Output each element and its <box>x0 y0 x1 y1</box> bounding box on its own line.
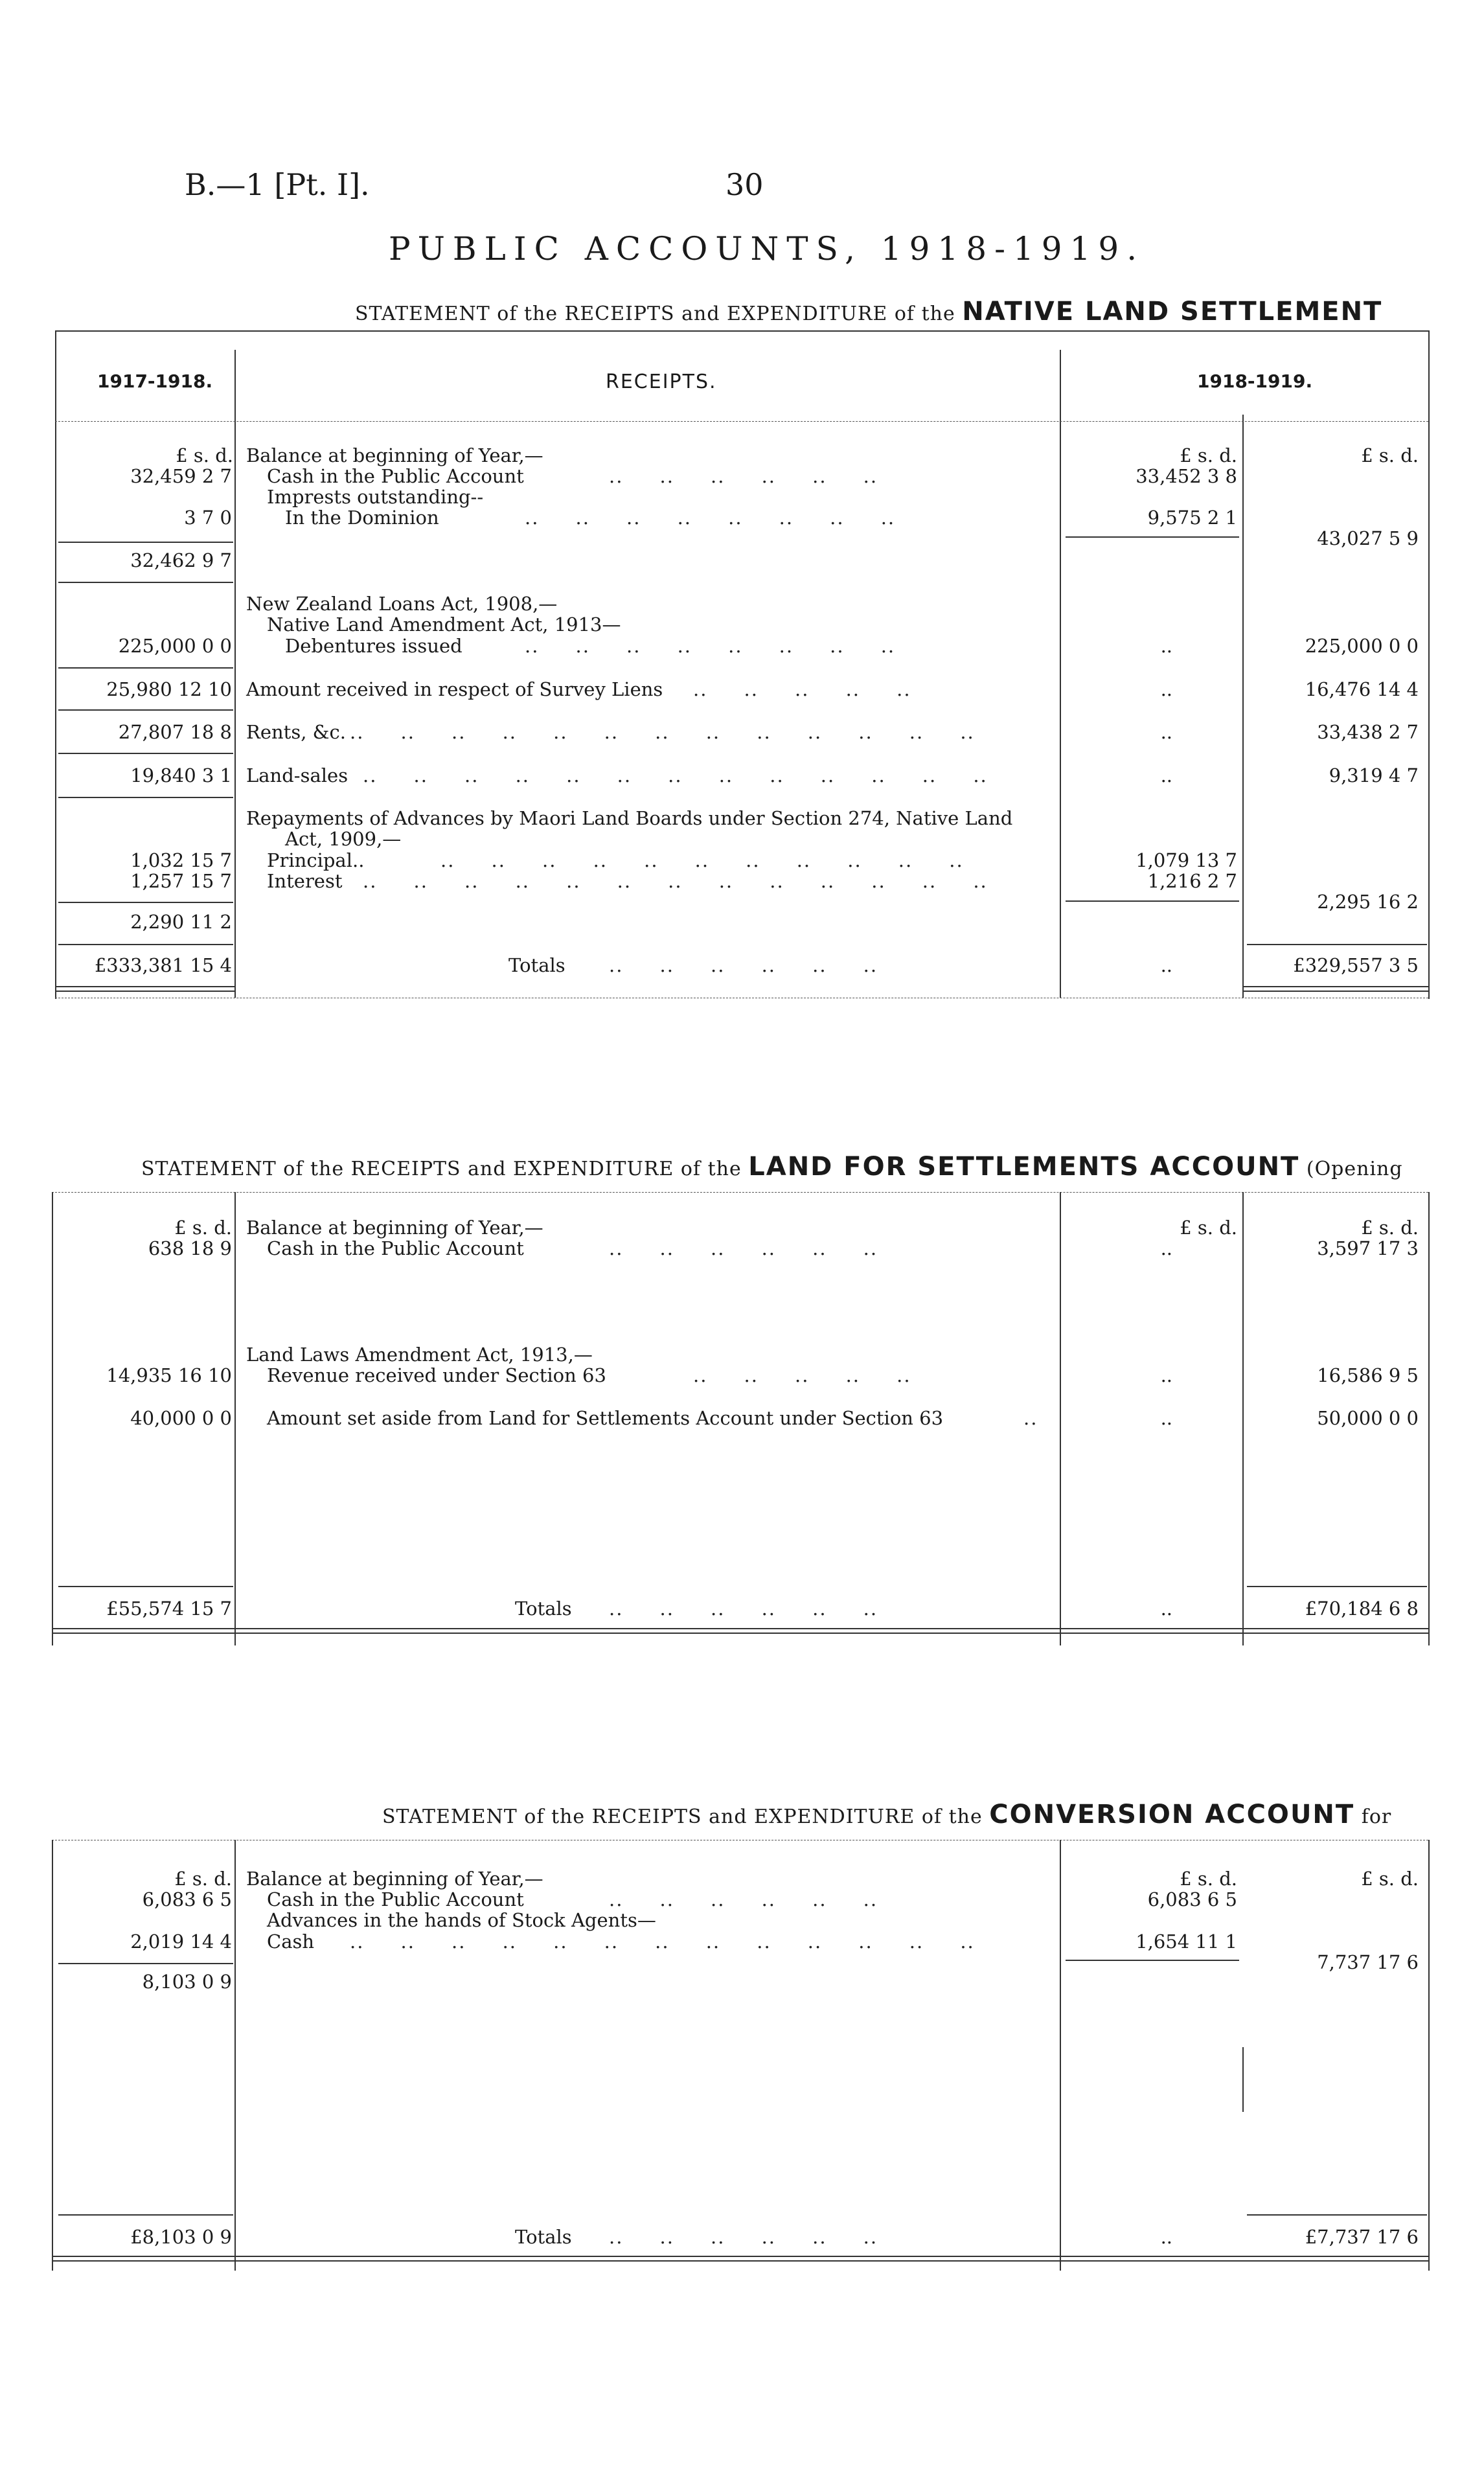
leader-dots: .. .. .. .. .. .. <box>609 1888 878 1910</box>
amount-sub: .. <box>1160 1407 1172 1429</box>
totals-label: Totals <box>515 2226 572 2248</box>
row-label: Cash in the Public Account <box>267 465 524 487</box>
amount-prior: 19,840 3 1 <box>130 764 232 786</box>
amount-sub: .. <box>1160 764 1172 786</box>
amount-prior: 6,083 6 5 <box>142 1888 232 1910</box>
totals-label: Totals <box>508 954 565 976</box>
header-rule <box>55 421 1428 422</box>
units-label: £ s. d. <box>1361 1868 1419 1890</box>
units-label: £ s. d. <box>174 1868 232 1890</box>
row-label: Interest <box>267 870 343 892</box>
amount-prior: 8,103 0 9 <box>142 1971 232 1993</box>
leader-dots: .. .. .. .. .. .. <box>609 954 878 976</box>
leader-dots: .. .. .. .. .. .. <box>609 2226 878 2248</box>
leader-dots: .. .. .. .. .. <box>693 678 911 700</box>
units-label: £ s. d. <box>1361 444 1419 466</box>
statement-prefix: STATEMENT of the RECEIPTS and EXPENDITURE of the <box>141 1158 742 1180</box>
amount-prior: 14,935 16 10 <box>106 1364 232 1386</box>
amount-prior: 32,462 9 7 <box>130 549 232 571</box>
amount-prior: 32,459 2 7 <box>130 465 232 487</box>
amount-prior: 2,290 11 2 <box>130 911 232 933</box>
table-border-right <box>1428 1840 1430 2271</box>
amount-current: 43,027 5 9 <box>1317 527 1419 549</box>
units-label: £ s. d. <box>1180 1868 1237 1890</box>
column-header-current-year: 1918-1919. <box>1197 371 1313 392</box>
units-label: £ s. d. <box>1180 1217 1237 1239</box>
row-rule <box>58 582 233 583</box>
leader-dots: .. .. .. .. .. .. <box>609 1237 878 1259</box>
amount-prior: 2,019 14 4 <box>130 1931 232 1953</box>
row-label: Repayments of Advances by Maori Land Boards under Section 274, Native Land <box>246 807 1013 829</box>
row-rule <box>58 667 233 669</box>
account-name: NATIVE LAND SETTLEMENT <box>962 297 1383 327</box>
amount-sub: .. <box>1160 1364 1172 1386</box>
total-sub: .. <box>1160 2226 1172 2248</box>
leader-dots: .. .. .. .. .. .. .. .. .. .. .. <box>440 849 964 871</box>
units-label: £ s. d. <box>1180 444 1237 466</box>
units-label: £ s. d. <box>176 444 233 466</box>
amount-current: 16,476 14 4 <box>1305 678 1419 700</box>
column-divider <box>1242 1192 1244 1645</box>
amount-current: 9,319 4 7 <box>1329 764 1419 786</box>
row-label: Land-sales <box>246 764 348 786</box>
row-rule <box>58 709 233 711</box>
row-label: Balance at beginning of Year,— <box>246 1217 543 1239</box>
amount-current: 16,586 9 5 <box>1317 1364 1419 1386</box>
amount-sub: 33,452 3 8 <box>1136 465 1237 487</box>
row-rule <box>58 1586 233 1587</box>
leader-dots: .. .. .. .. .. .. <box>609 465 878 487</box>
amount-current: 3,597 17 3 <box>1317 1237 1419 1259</box>
statement-suffix: (Opening <box>1306 1158 1403 1180</box>
total-double-rule <box>1242 986 1428 992</box>
column-header-receipts: RECEIPTS. <box>606 371 717 393</box>
total-double-rule <box>52 2256 1428 2262</box>
leader-dots: .. .. .. .. .. .. .. .. .. .. .. .. .. <box>350 721 975 743</box>
row-label: Imprests outstanding-- <box>267 486 484 508</box>
statement-title-2 <box>141 1152 1403 1182</box>
row-label: New Zealand Loans Act, 1908,— <box>246 593 558 615</box>
amount-current: 7,737 17 6 <box>1317 1951 1419 1973</box>
totals-label: Totals <box>515 1598 572 1620</box>
row-label: Advances in the hands of Stock Agents— <box>267 1909 656 1931</box>
column-divider <box>1060 1840 1061 2271</box>
leader-dots: .. .. .. .. .. .. <box>609 1598 878 1620</box>
document-reference: B.—1 [Pt. I]. <box>185 167 370 202</box>
row-rule <box>58 944 233 945</box>
table-top-rule <box>52 1192 1428 1193</box>
total-current: £329,557 3 5 <box>1293 954 1419 976</box>
subtotal-rule <box>58 1963 233 1964</box>
column-divider <box>1242 2047 1244 2112</box>
column-divider <box>1060 1192 1061 1645</box>
leader-dots: .. .. .. .. .. .. .. .. .. .. .. .. .. <box>363 764 988 786</box>
subtotal-rule <box>58 542 233 543</box>
units-label: £ s. d. <box>174 1217 232 1239</box>
subtotal-rule <box>1066 1960 1239 1961</box>
row-label: Rents, &c. <box>246 721 346 743</box>
amount-sub: .. <box>1160 678 1172 700</box>
row-label: Principal.. <box>267 849 365 871</box>
column-divider <box>1060 350 1061 998</box>
amount-current: 33,438 2 7 <box>1317 721 1419 743</box>
subtotal-rule <box>1066 900 1239 902</box>
total-prior: £55,574 15 7 <box>106 1598 232 1620</box>
amount-current: 50,000 0 0 <box>1317 1407 1419 1429</box>
row-label: Debentures issued <box>285 635 462 657</box>
total-sub: .. <box>1160 954 1172 976</box>
row-label: In the Dominion <box>285 507 439 529</box>
column-divider <box>1242 415 1244 998</box>
statement-prefix: STATEMENT of the RECEIPTS and EXPENDITURE of the <box>355 303 955 325</box>
row-label: Balance at beginning of Year,— <box>246 1868 543 1890</box>
row-label: Revenue received under Section 63 <box>267 1364 606 1386</box>
leader-dots: .. .. .. .. .. .. .. .. .. .. .. .. .. <box>363 870 988 892</box>
total-current: £70,184 6 8 <box>1305 1598 1419 1620</box>
amount-prior: 27,807 18 8 <box>118 721 232 743</box>
row-rule <box>58 753 233 754</box>
row-label: Balance at beginning of Year,— <box>246 444 543 466</box>
statement-title-1 <box>355 297 1382 327</box>
leader-dots: .. .. .. .. .. <box>693 1364 911 1386</box>
subtotal-rule <box>1066 536 1239 538</box>
row-label: Native Land Amendment Act, 1913— <box>267 613 621 636</box>
page-title: PUBLIC ACCOUNTS, 1918-1919. <box>389 230 1145 268</box>
amount-current: 225,000 0 0 <box>1305 635 1419 657</box>
amount-prior: 40,000 0 0 <box>130 1407 232 1429</box>
leader-dots: .. .. .. .. .. .. .. .. <box>525 507 896 529</box>
amount-prior: 1,257 15 7 <box>130 870 232 892</box>
account-name: CONVERSION ACCOUNT <box>989 1800 1355 1829</box>
row-label: Cash <box>267 1931 315 1953</box>
row-rule <box>1247 944 1427 945</box>
total-double-rule <box>52 1628 1428 1634</box>
row-label: Cash in the Public Account <box>267 1888 524 1910</box>
row-label: Amount set aside from Land for Settlements Account under Section 63 <box>267 1407 944 1429</box>
amount-sub: .. <box>1160 1237 1172 1259</box>
statement-suffix: for <box>1361 1805 1392 1828</box>
total-current: £7,737 17 6 <box>1305 2226 1419 2248</box>
column-divider <box>234 1192 236 1645</box>
statement-prefix: STATEMENT of the RECEIPTS and EXPENDITURE of the <box>382 1805 983 1828</box>
row-label: Cash in the Public Account <box>267 1237 524 1259</box>
amount-sub: 6,083 6 5 <box>1147 1888 1237 1910</box>
statement-title-3 <box>382 1800 1391 1829</box>
amount-sub: 1,079 13 7 <box>1136 849 1237 871</box>
row-rule <box>58 797 233 798</box>
table-border-right <box>1428 1192 1430 1645</box>
leader-dots: .. .. .. .. .. .. .. .. <box>525 635 896 657</box>
column-divider <box>234 350 236 998</box>
column-divider <box>234 1840 236 2271</box>
leader-dots: .. .. .. .. .. .. .. .. .. .. .. .. .. <box>350 1931 975 1953</box>
row-rule <box>1247 1586 1427 1587</box>
amount-sub: .. <box>1160 635 1172 657</box>
amount-current: 2,295 16 2 <box>1317 891 1419 913</box>
amount-sub: 1,216 2 7 <box>1147 870 1237 892</box>
total-double-rule <box>55 986 235 992</box>
table-border-right <box>1428 330 1430 999</box>
amount-prior: 225,000 0 0 <box>118 635 232 657</box>
subtotal-rule <box>58 902 233 903</box>
units-label: £ s. d. <box>1361 1217 1419 1239</box>
amount-prior: 1,032 15 7 <box>130 849 232 871</box>
row-label: Amount received in respect of Survey Liens <box>246 678 663 700</box>
amount-prior: 3 7 0 <box>184 507 232 529</box>
amount-sub: 9,575 2 1 <box>1147 507 1237 529</box>
row-rule <box>58 2214 233 2216</box>
amount-prior: 638 18 9 <box>148 1237 232 1259</box>
row-label: Act, 1909,— <box>285 828 402 850</box>
table-border-left <box>52 1192 53 1645</box>
row-label: Land Laws Amendment Act, 1913,— <box>246 1344 593 1366</box>
column-header-prior-year: 1917-1918. <box>97 371 213 392</box>
table-border-left <box>52 1840 53 2271</box>
account-name: LAND FOR SETTLEMENTS ACCOUNT <box>748 1152 1300 1182</box>
amount-prior: 25,980 12 10 <box>106 678 232 700</box>
total-prior: £8,103 0 9 <box>130 2226 232 2248</box>
table-top-rule <box>55 330 1428 332</box>
table-border-left <box>55 330 56 999</box>
total-sub: .. <box>1160 1598 1172 1620</box>
page-number: 30 <box>725 167 764 202</box>
leader-dots: .. <box>1023 1407 1038 1429</box>
row-rule <box>1247 2214 1427 2216</box>
amount-sub: 1,654 11 1 <box>1136 1931 1237 1953</box>
amount-sub: .. <box>1160 721 1172 743</box>
total-prior: £333,381 15 4 <box>94 954 232 976</box>
